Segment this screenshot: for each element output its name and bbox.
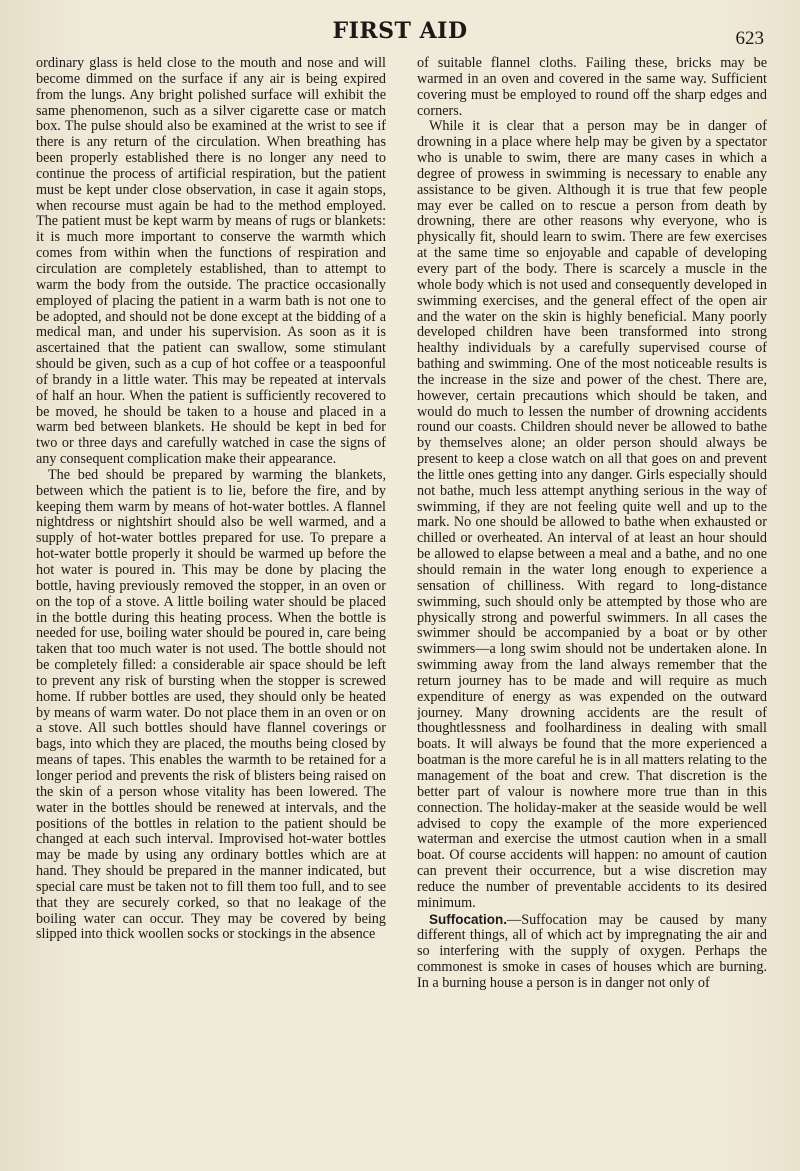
paragraph: The bed should be prepared by warming the blankets, between which the patient is to lie, before the fire, and by keeping them warm by means of hot-water bottles. A flannel nightdress or nightshirt should also be well warmed, and a supply of hot-water bottles prepared for use. To prepare a hot-water bottle properly it should be warmed up before the hot water is poured in. This may be done by placing the bottle, having previously removed the stopper, in an oven or on the top of a stove. A little boiling water should be placed in the bottle during this heating process. When the bottle is needed for use, boiling water should be poured in, care being taken that too much water is not used. The bottle should not be completely filled: a considerable air space should be left to prevent any risk of bursting when the stopper is screwed home. If rubber bottles are used, they should only be heated by means of warm water. Do not place them in an oven or on a stove. All such bottles should have flannel coverings or bags, into which they are placed, the mouths being closed by means of tapes. This enables the warmth to be retained for a longer period and prevents the risk of blisters being raised on the skin of a person whose vitality has been lowered. The water in the bottles should be renewed at intervals, and the positions of the bottles in relation to the patient should be changed at each such interval. Improvised hot-water bottles may be made by using any ordinary bottles which are at hand. They should be prepared in the manner indicated, but special care must be taken not to fill them too full, and to see that they are securely corked, so that no leakage of the boiling water can occur. They may be covered by being slipped into thick woollen socks or stockings in the absence: [36, 466, 386, 943]
page-number: 623: [735, 28, 764, 49]
paragraph: While it is clear that a person may be in danger of drowning in a place where help may be given by a spectator who is unable to swim, there are many cases in which a degree of prowess in swimming is necessary to enable any assistance to be given. Although it is true that few people may ever be called on to rescue a person from death by drowning, there are other reasons why everyone, who is physically fit, should learn to swim. There are few exercises at the same time so enjoyable and capable of developing every part of the body. There is scarcely a muscle in the whole body which is not used and consequently developed in swimming exercises, and the general effect of the open air and the water on the skin is highly beneficial. Many poorly developed children have been transformed into strong healthy individuals by a carefully supervised course of bathing and swimming. One of the most noticeable results is the increase in the size and power of the chest. There are, however, certain precautions which should be taken, and would do much to lessen the number of drowning accidents round our coasts. Children should never be allowed to bathe by themselves alone; an older person should always be present to keep a close watch on all that goes on and prevent the little ones getting into any danger. Girls especially should not bathe, much less attempt anything serious in the way of swimming, if they are not feeling quite well and up to the mark. No one should be allowed to bathe when exhausted or chilled or overheated. An interval of at least an hour should be allowed to elapse between a meal and a bathe, and no one should remain in the water long enough to experience a sensation of chilliness. With regard to long-distance swimming, such should only be attempted by those who are physically strong and powerful swimmers. In all cases the swimmer should be accompanied by a boat or by other swimmers—a long swim should not be undertaken alone. In swimming away from the land always remember that the return journey has to be made and will require as much expenditure of energy as was expended on the outward journey. Many drowning accidents are the result of thoughtlessness and foolhardiness in dealing with small boats. It will always be found that the more experienced a boatman is the more careful he is in all matters relating to the management of the boat and crew. That discretion is the better part of valour is nowhere more true than in this connection. The holiday-maker at the seaside would be well advised to copy the example of the more experienced waterman and exercise the utmost caution when in a small boat. Of course accidents will happen: no amount of caution can prevent their occurrence, but a wise discretion may reduce the number of preventable accidents to its desired minimum.: [417, 118, 767, 911]
suffocation-paragraph: [417, 912, 767, 992]
text-columns: [36, 56, 768, 1161]
paragraph: of suitable flannel cloths. Failing these, bricks may be warmed in an oven and covered in the same way. Sufficient covering must be employed to round off the sharp edges and corners.: [417, 56, 767, 119]
suffocation-text: —Suffocation may be caused by many different things, all of which act by impregnating the air and so interfering with the supply of oxygen. Perhaps the commonest is smoke in cases of houses which are burning. In a burning house a person is in danger not only of: [417, 911, 767, 991]
section-heading-suffocation: Suffocation.: [429, 911, 507, 927]
right-column: [417, 56, 767, 1161]
left-column: [36, 56, 386, 1161]
running-title: FIRST AID: [332, 18, 468, 44]
paragraph: ordinary glass is held close to the mouth and nose and will become dimmed on the surface if any air is being expired from the lungs. Any bright polished surface will exhibit the same phenomenon, such as a silver cigarette case or match box. The pulse should also be examined at the wrist to see if there is any return of the circulation. When breathing has been properly established there is no longer any need to continue the process of artificial respiration, but the patient must be kept under close observation, in case it again stops, when recourse must again be had to the method employed. The patient must be kept warm by means of rugs or blankets: it is much more important to conserve the warmth which comes from within when the functions of respiration and circulation are completely established, than to attempt to warm the body from the outside. The practice occasionally employed of placing the patient in a warm bath is not one to be adopted, and should not be done except at the bidding of a medical man, and under his supervision. As soon as it is ascertained that the patient can swallow, some stimulant should be given, such as a cup of hot coffee or a teaspoonful of brandy in a little water. This may be repeated at intervals of half an hour. When the patient is sufficiently recovered to be moved, he should be taken to a house and placed in a warm bed between blankets. He should be kept in bed for two or three days and carefully watched in case the signs of any consequent complication make their appearance.: [36, 56, 386, 468]
page-header: [0, 10, 800, 54]
